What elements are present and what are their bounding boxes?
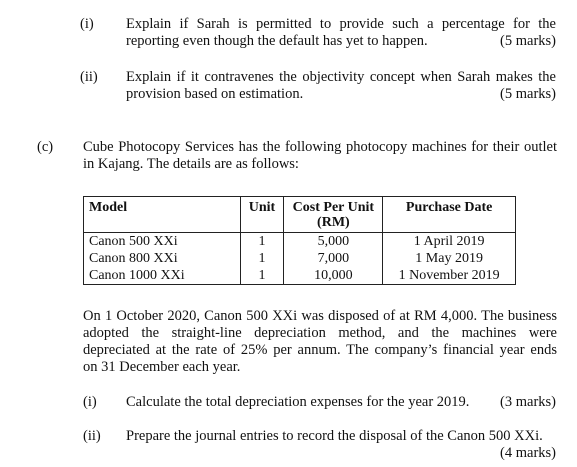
header-cost-line2: (RM)	[317, 215, 350, 230]
header-unit: Unit	[240, 197, 284, 233]
question-i-marks: (5 marks)	[500, 33, 556, 49]
cell-model: Canon 800 XXi	[84, 250, 241, 267]
question-ii-marks: (5 marks)	[500, 86, 556, 102]
question-ii-text	[126, 69, 556, 103]
table-header-row	[84, 197, 516, 233]
question-number-c-ii: (ii)	[83, 428, 101, 444]
disposal-line1: On 1 October 2020, Canon 500 XXi was disposed of at RM 4,000. The business	[83, 308, 557, 324]
machines-table	[83, 196, 516, 285]
section-c-intro-line2: in Kajang. The details are as follows:	[83, 156, 299, 172]
table-row	[84, 250, 516, 267]
question-ii-line1: Explain if it contravenes the objectivity concept when Sarah makes the	[126, 69, 556, 85]
disposal-line4: on 31 December each year.	[83, 359, 241, 375]
cell-model: Canon 500 XXi	[84, 233, 241, 251]
cell-cost: 7,000	[284, 250, 383, 267]
cell-unit: 1	[240, 250, 284, 267]
disposal-line2: adopted the straight-line depreciation method, and the machines were	[83, 325, 557, 341]
header-model: Model	[84, 197, 241, 233]
question-c-i	[126, 394, 556, 411]
question-c-ii	[126, 428, 556, 462]
section-c-intro-line1: Cube Photocopy Services has the following photocopy machines for their outlet	[83, 139, 557, 155]
header-cost	[284, 197, 383, 233]
section-c-intro	[83, 139, 557, 173]
cell-date: 1 November 2019	[383, 267, 516, 285]
question-c-i-marks: (3 marks)	[500, 394, 556, 410]
question-c-ii-text: Prepare the journal entries to record the disposal of the Canon 500 XXi.	[126, 428, 543, 444]
table-row	[84, 267, 516, 285]
question-ii-line2: provision based on estimation.	[126, 86, 304, 102]
cell-cost: 5,000	[284, 233, 383, 251]
question-number-ii: (ii)	[80, 69, 98, 85]
question-c-i-text: Calculate the total depreciation expenses for the year 2019.	[126, 394, 470, 410]
disposal-line3: depreciated at the rate of 25% per annum. The company’s financial year ends	[83, 342, 557, 358]
cell-model: Canon 1000 XXi	[84, 267, 241, 285]
disposal-paragraph	[83, 308, 557, 376]
header-cost-line1: Cost Per Unit	[292, 200, 375, 215]
cell-date: 1 May 2019	[383, 250, 516, 267]
section-c-label: (c)	[37, 139, 54, 155]
cell-cost: 10,000	[284, 267, 383, 285]
question-c-ii-marks: (4 marks)	[500, 445, 556, 461]
question-number-c-i: (i)	[83, 394, 97, 410]
cell-unit: 1	[240, 233, 284, 251]
table-row	[84, 233, 516, 251]
header-purchase-date: Purchase Date	[383, 197, 516, 233]
cell-date: 1 April 2019	[383, 233, 516, 251]
cell-unit: 1	[240, 267, 284, 285]
question-i-line1: Explain if Sarah is permitted to provide such a percentage for the	[126, 16, 556, 32]
question-i-text	[126, 16, 556, 50]
question-i-line2: reporting even though the default has yet to happen.	[126, 33, 428, 49]
question-number-i: (i)	[80, 16, 94, 32]
